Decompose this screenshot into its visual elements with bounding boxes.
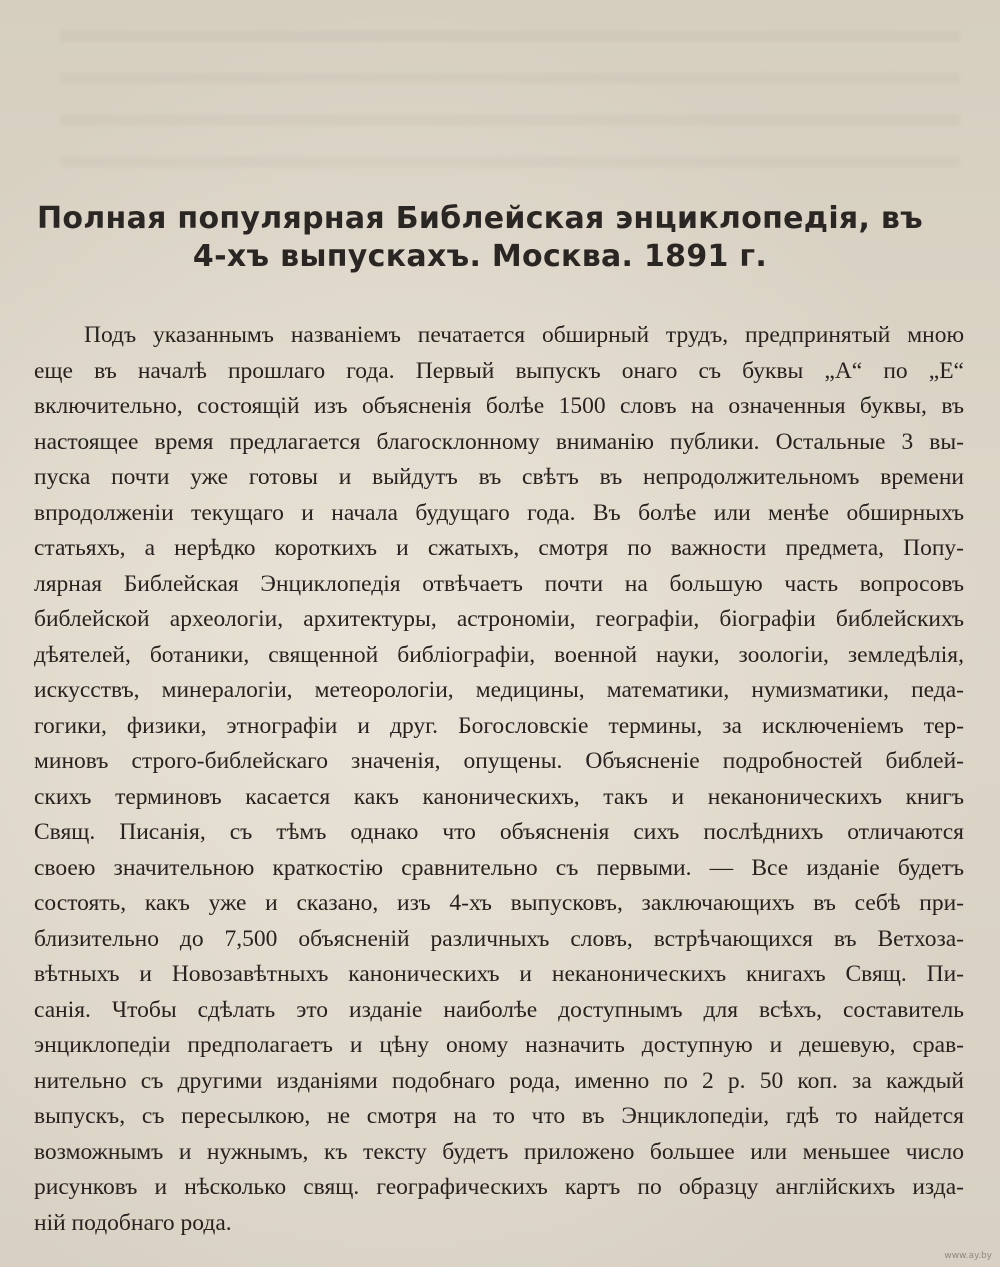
text-line: возможнымъ и нужнымъ, къ тексту будетъ приложено большее или меньшее число: [34, 1138, 964, 1165]
text-line: ній подобнаго рода.: [34, 1209, 232, 1236]
text-line: нительно съ другими изданіями подобнаго рода, именно по 2 р. 50 коп. за каждый: [34, 1067, 964, 1094]
text-line: своею значительною краткостію сравнительно съ первыми. — Все изданіе будетъ: [34, 854, 964, 881]
text-line: миновъ строго-библейскаго значенія, опущены. Объясненіе подробностей библей-: [34, 748, 964, 774]
text-line: впродолженіи текущаго и начала будущаго года. Въ болѣе или менѣе обширныхъ: [34, 499, 964, 526]
text-line: настоящее время предлагается благосклонному вниманію публики. Остальные 3 вы-: [34, 428, 964, 455]
text-line: санія. Чтобы сдѣлать это изданіе наиболѣе доступнымъ для всѣхъ, составитель: [34, 996, 964, 1023]
text-line: пуска почти уже готовы и выйдутъ въ свѣтъ въ непродолжительномъ времени: [34, 464, 964, 490]
text-line: рисунковъ и нѣсколько свящ. географическихъ картъ по образцу англійскихъ изда-: [34, 1174, 964, 1200]
text-line: еще въ началѣ прошлаго года. Первый выпускъ онаго съ буквы „А“ по „Е“: [34, 357, 964, 384]
body-paragraph: [34, 318, 964, 1241]
page-title: [30, 200, 930, 276]
text-line: включительно, состоящій изъ объясненія болѣе 1500 словъ на означенныя буквы, въ: [34, 393, 964, 419]
text-line: Свящ. Писанія, съ тѣмъ однако что объясненія сихъ послѣднихъ отличаются: [34, 819, 964, 845]
text-line: состоять, какъ уже и сказано, изъ 4-хъ выпусковъ, заключающихъ въ себѣ при-: [34, 890, 964, 916]
show-through-text: [60, 0, 960, 180]
title-line-1: Полная популярная Библейская энциклопедія, въ: [36, 201, 924, 236]
text-line: близительно до 7,500 объясненій различныхъ словъ, встрѣчающихся въ Ветхоза-: [34, 925, 964, 952]
text-line: лярная Библейская Энциклопедія отвѣчаетъ почти на большую часть вопросовъ: [34, 570, 964, 597]
text-line: скихъ терминовъ касается какъ каноническихъ, такъ и неканоническихъ книгъ: [34, 783, 964, 810]
watermark: www.ay.by: [944, 1251, 992, 1261]
text-line: библейской археологіи, архитектуры, астрономіи, географіи, біографіи библейскихъ: [34, 606, 964, 632]
text-line: статьяхъ, а нерѣдко короткихъ и сжатыхъ, смотря по важности предмета, Попу-: [34, 535, 964, 561]
text-line: Подъ указаннымъ названіемъ печатается обширный трудъ, предпринятый мною: [84, 322, 964, 348]
text-line: вѣтныхъ и Новозавѣтныхъ каноническихъ и неканоническихъ книгахъ Свящ. Пи-: [34, 961, 964, 987]
title-line-2: 4-хъ выпускахъ. Москва. 1891 г.: [192, 239, 768, 274]
text-line: выпускъ, съ пересылкою, не смотря на то что въ Энциклопедіи, гдѣ то найдется: [34, 1103, 964, 1129]
text-line: энциклопедіи предполагаетъ и цѣну оному назначить доступную и дешевую, срав-: [34, 1032, 964, 1058]
text-line: дѣятелей, ботаники, священной библіографіи, военной науки, зоологіи, земледѣлія,: [34, 641, 964, 668]
text-line: гогики, физики, этнографіи и друг. Богословскіе термины, за исключеніемъ тер-: [34, 712, 964, 739]
text-line: искусствъ, минералогіи, метеорологіи, медицины, математики, нумизматики, педа-: [34, 677, 964, 703]
